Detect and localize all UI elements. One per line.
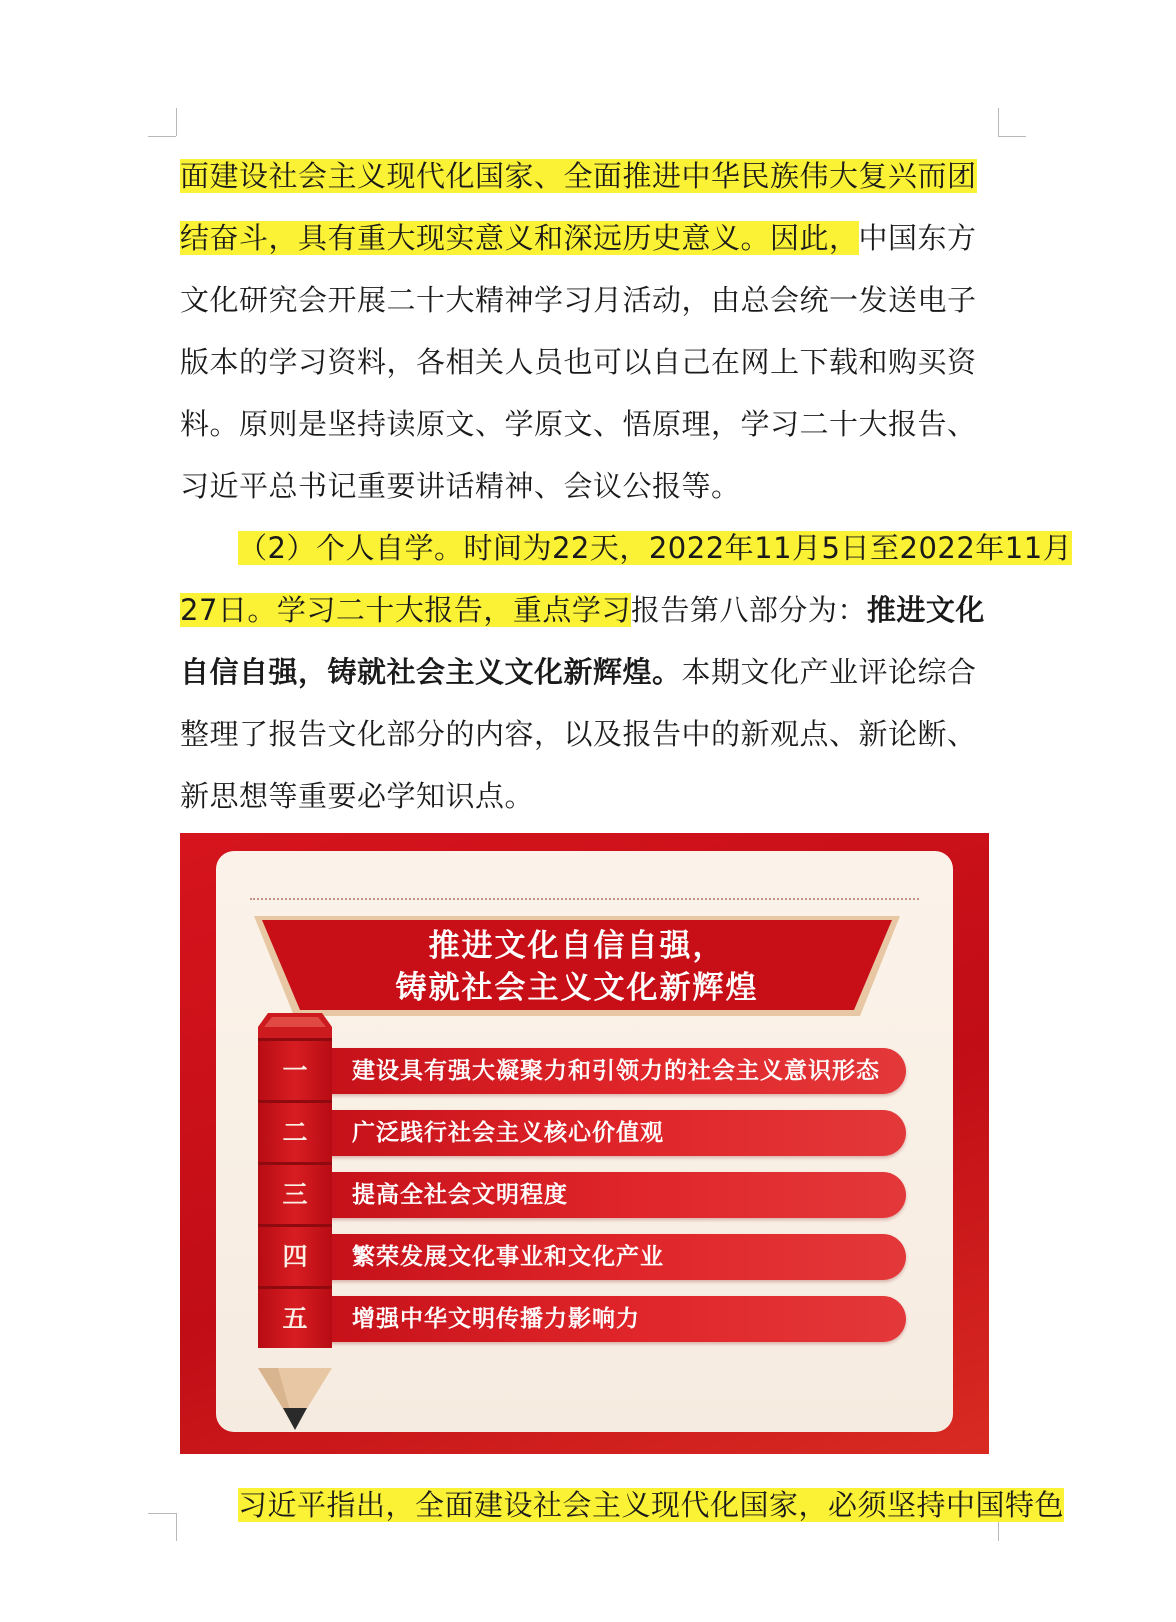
highlighted-text: 结奋斗，具有重大现实意义和深远历史意义。因此， (180, 221, 859, 255)
list-item-2 (256, 1100, 906, 1160)
text-line (180, 641, 1000, 703)
text-line: 习近平总书记重要讲话精神、会议公报等。 (180, 469, 741, 503)
text-line: 新思想等重要必学知识点。 (180, 779, 535, 813)
highlighted-text: 27日。学习二十大报告，重点学习 (180, 593, 631, 627)
paragraph-3 (180, 1474, 1065, 1536)
title-banner (254, 910, 900, 1022)
crop-mark-bottom-left (176, 1513, 177, 1541)
list-item-5 (256, 1286, 906, 1346)
text-line (180, 579, 1000, 641)
crop-mark-top-right (998, 136, 1026, 137)
item-number-badge: 五 (258, 1286, 332, 1348)
bold-text: 自信自强，铸就社会主义文化新辉煌。 (180, 655, 682, 689)
pencil-tip-icon (258, 1368, 332, 1432)
banner-title-line-1: 推进文化自信自强， (428, 928, 726, 964)
bold-text: 推进文化 (866, 593, 985, 627)
item-label: 建设具有强大凝聚力和引领力的社会主义意识形态 (352, 1058, 880, 1084)
text-line: 版本的学习资料，各相关人员也可以自己在网上下载和购买资 (180, 345, 977, 379)
text-line (180, 1474, 1065, 1536)
crop-mark-top-left (176, 108, 177, 136)
dotted-divider (250, 898, 919, 900)
item-number-badge: 三 (258, 1162, 332, 1224)
highlighted-text: 习近平指出，全面建设社会主义现代化国家，必须坚持中国特色 (238, 1488, 1065, 1522)
text-line: 整理了报告文化部分的内容，以及报告中的新观点、新论断、 (180, 717, 977, 751)
plain-text: 报告第八部分为： (630, 593, 867, 627)
item-label: 广泛践行社会主义核心价值观 (352, 1120, 664, 1146)
crop-mark-bottom-left (148, 1513, 176, 1514)
spacer (180, 1454, 1000, 1474)
item-label: 提高全社会文明程度 (352, 1182, 568, 1208)
crop-mark-top-right (998, 108, 999, 136)
paragraph-1 (180, 145, 1000, 517)
item-label: 增强中华文明传播力影响力 (352, 1306, 640, 1332)
list-item-4 (256, 1224, 906, 1284)
item-number-badge: 二 (258, 1100, 332, 1162)
item-number-badge: 四 (258, 1224, 332, 1286)
text-line: 料。原则是坚持读原文、学原文、悟原理，学习二十大报告、 (180, 407, 977, 441)
paragraph-2 (180, 517, 1073, 827)
item-number-badge: 一 (258, 1038, 332, 1100)
document-body (180, 145, 1073, 1536)
text-line (180, 207, 1000, 269)
banner-title-line-2: 铸就社会主义文化新辉煌 (395, 970, 759, 1006)
text-line: 文化研究会开展二十大精神学习月活动，由总会统一发送电子 (180, 283, 977, 317)
infographic-image (180, 833, 989, 1454)
highlighted-text: 面建设社会主义现代化国家、全面推进中华民族伟大复兴而团 (180, 159, 977, 193)
text-line (180, 517, 1073, 579)
text-line (180, 145, 1000, 207)
item-label: 繁荣发展文化事业和文化产业 (352, 1244, 664, 1270)
highlighted-text: （2）个人自学。时间为22天，2022年11月5日至2022年11月 (238, 531, 1073, 565)
plain-text: 中国东方 (858, 221, 977, 255)
crop-mark-top-left (148, 136, 176, 137)
list-item-1 (256, 1038, 906, 1098)
plain-text: 本期文化产业评论综合 (681, 655, 977, 689)
list-item-3 (256, 1162, 906, 1222)
